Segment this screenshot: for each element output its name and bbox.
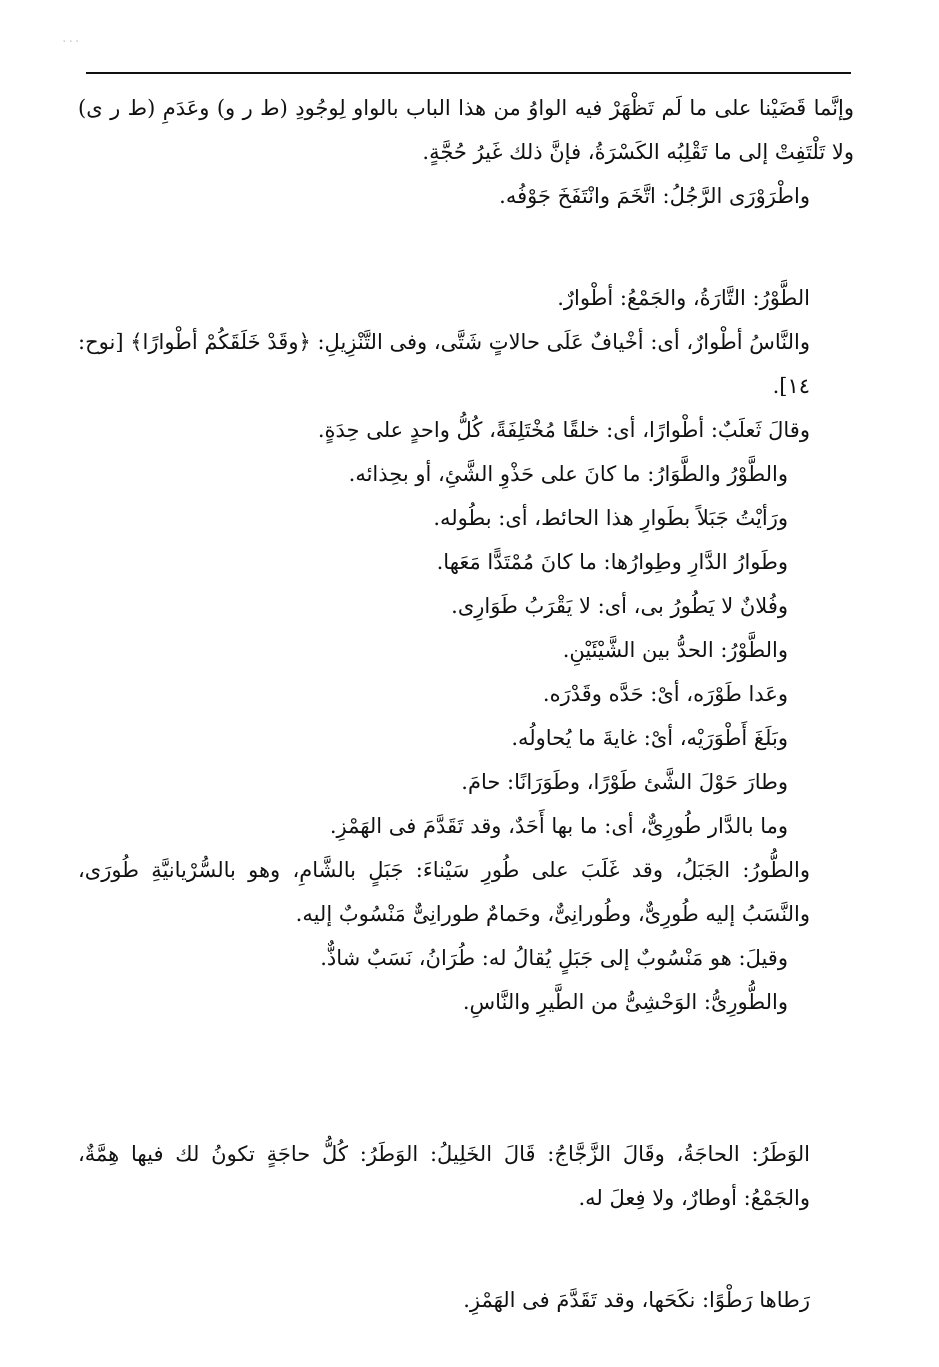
paragraph: والطَّوْرُ: الحدُّ بين الشَّيْئَيْنِ. xyxy=(562,638,788,662)
paragraph: والطُّورُ: الجَبَلُ، وقد غَلَبَ على طُورِ سَيْناءَ: جَبَلٍ بالشَّامِ، وهو بالسُّرْيانيَّةِ طُورَى، والنَّسَبُ إليه طُورِىٌّ، وطُورانِىٌّ، وحَمامٌ طورانِىٌّ مَنْسُوبٌ إليه. xyxy=(78,858,810,926)
entry-headword-line: الطَّوْرُ: التَّارَةُ، والجَمْعُ: أطْوارٌ. xyxy=(557,286,810,310)
paragraph: وإنَّما قَضَيْنا على ما لَم تَظْهَرْ فيه الواوُ من هذا الباب بالواو لِوجُودِ (ط ر و) وعَدَمِ (ط ر ى) ولا تَلْتَفِتْ إلى ما تَقْلِبُه الكَسْرَةُ، فإنَّ ذلك غَيرُ حُجَّةٍ. xyxy=(78,96,854,164)
paragraph: واطْرَوْرَى الرَّجُلُ: اتَّخَمَ وانْتَفَخَ جَوْفُه. xyxy=(499,184,810,208)
section-tawr xyxy=(78,276,854,1024)
paragraph: ورَأيْتُ جَبَلاً بطَوارِ هذا الحائط، أى: بطُوله. xyxy=(433,506,788,530)
paragraph: والطَّوْرُ والطَّوَارُ: ما كانَ على حَذْوِ الشَّئِ، أو بحِذائه. xyxy=(348,462,788,486)
paragraph: والنَّاسُ أطْوارٌ، أى: أخْيافٌ عَلَى حالاتٍ شَتَّى، وفى التَّنْزِيلِ: ﴿وقَدْ خَلَقَكُمْ أطْوارًا﴾ [نوح: ١٤]. xyxy=(78,330,810,398)
paragraph: وبَلَغَ أَطْوَرَيْه، أىْ: غايةَ ما يُحاولُه. xyxy=(511,726,788,750)
paragraph: وعَدا طَوْرَه، أىْ: حَدَّه وقَدْرَه. xyxy=(542,682,788,706)
page-header-mark: ... xyxy=(62,30,82,46)
paragraph: الوَطَرُ: الحاجَةُ، وقَالَ الزَّجَّاجُ: قَالَ الخَلِيلُ: الوَطَرُ: كُلُّ حاجَةٍ تكونُ لك فيها هِمَّةٌ، والجَمْعُ: أوطارٌ، ولا فِعلَ له. xyxy=(78,1142,810,1210)
section-watar xyxy=(78,1132,854,1220)
header-rule xyxy=(86,72,851,74)
paragraph: وطَوارُ الدَّارِ وطِوارُها: ما كانَ مُمْتَدًّا مَعَها. xyxy=(436,550,788,574)
paragraph: وما بالدَّار طُورِىٌّ، أى: ما بها أَحَدٌ، وقد تَقَدَّمَ فى الهَمْزِ. xyxy=(329,814,788,838)
paragraph: والطُّورِىُّ: الوَحْشِىُّ من الطَّيرِ والنَّاسِ. xyxy=(462,990,788,1014)
paragraph: رَطاها رَطْوًا: نكَحَها، وقد تَقَدَّمَ فى الهَمْزِ. xyxy=(463,1288,810,1312)
section-rataa xyxy=(78,1278,854,1322)
paragraph: وقيلَ: هو مَنْسُوبٌ إلى جَبَلٍ يُقالُ له: طُرَانُ، نَسَبٌ شاذٌّ. xyxy=(320,946,788,970)
paragraph: وقالَ ثَعلَبٌ: أطْوارًا، أى: خلقًا مُخْتَلِفَةً، كُلُّ واحدٍ على حِدَةٍ. xyxy=(317,418,810,442)
section-tawara-end xyxy=(78,86,854,218)
paragraph: وفُلانٌ لا يَطُورُ بى، أى: لا يَقْرَبُ طَوَارِى. xyxy=(451,594,788,618)
paragraph: وطارَ حَوْلَ الشَّئ طَوْرًا، وطَوَرَانًا: حامَ. xyxy=(461,770,788,794)
